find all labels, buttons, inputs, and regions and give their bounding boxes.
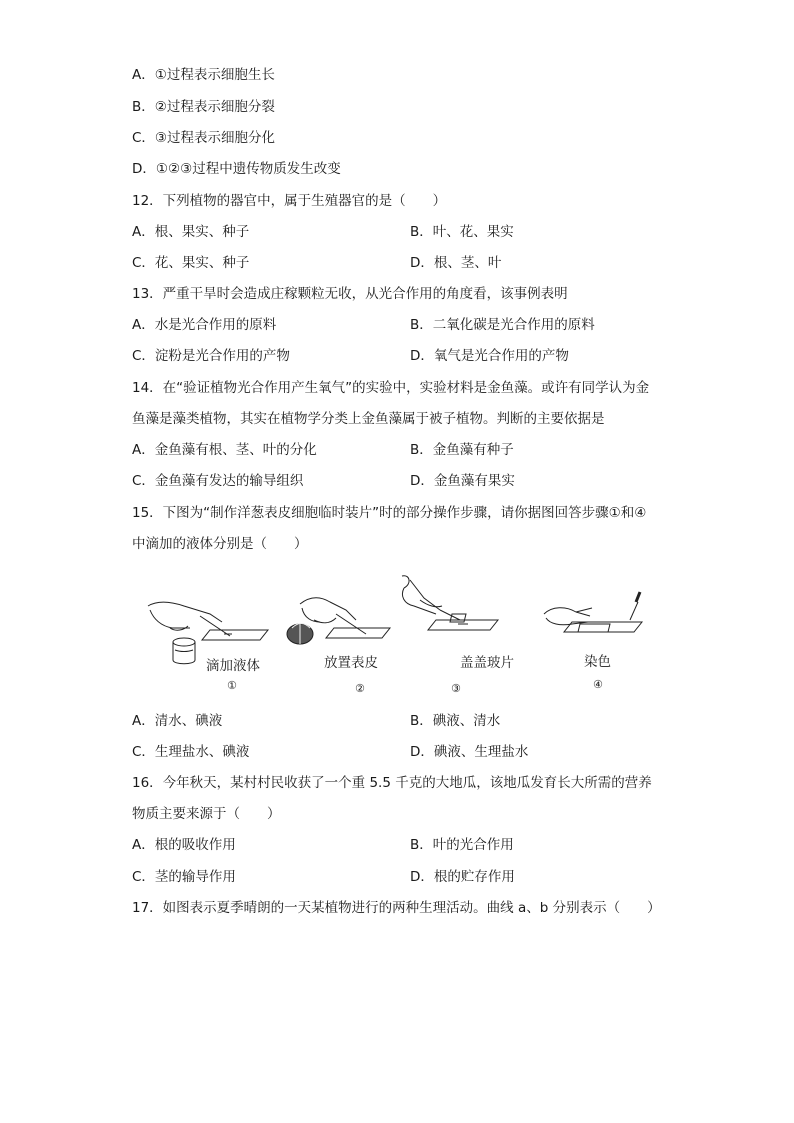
q14-stem-line2: 鱼藻是藻类植物，其实在植物学分类上金鱼藻属于被子植物。判断的主要依据是 [132, 411, 605, 427]
step3-label: 盖盖玻片 [460, 655, 514, 671]
step4-label: 染色 [584, 654, 611, 670]
onion-slide-procedure-figure [140, 570, 660, 700]
q13-option-a: A．水是光合作用的原料 [132, 317, 277, 333]
q11-option-a: A．①过程表示细胞生长 [132, 67, 275, 83]
q16-option-c: C．茎的输导作用 [132, 869, 236, 885]
q12-option-a: A．根、果实、种子 [132, 224, 250, 240]
q11-option-d: D．①②③过程中遗传物质发生改变 [132, 161, 341, 177]
q12-stem: 12．下列植物的器官中，属于生殖器官的是（ ） [132, 193, 447, 209]
q12-option-b: B．叶、花、果实 [410, 224, 514, 240]
q15-option-c: C．生理盐水、碘液 [132, 744, 250, 760]
q16-option-a: A．根的吸收作用 [132, 837, 236, 853]
q14-option-d: D．金鱼藻有果实 [410, 473, 515, 489]
q14-option-b: B．金鱼藻有种子 [410, 442, 514, 458]
step4-staining-illustration [544, 592, 642, 632]
q13-option-d: D．氧气是光合作用的产物 [410, 348, 569, 364]
step1-label: 滴加液体 [206, 658, 260, 674]
q14-option-c: C．金鱼藻有发达的输导组织 [132, 473, 304, 489]
q12-option-c: C．花、果实、种子 [132, 255, 250, 271]
q14-option-a: A．金鱼藻有根、茎、叶的分化 [132, 442, 317, 458]
q13-option-c: C．淀粉是光合作用的产物 [132, 348, 290, 364]
q17-stem: 17．如图表示夏季晴朗的一天某植物进行的两种生理活动。曲线 a、b 分别表示（ ） [132, 900, 661, 916]
q16-stem-line2: 物质主要来源于（ ） [132, 806, 281, 822]
q16-stem-line1: 16．今年秋天，某村村民收获了一个重 5.5 千克的大地瓜，该地瓜发育长大所需的营养 [132, 775, 652, 791]
step1-drop-liquid-illustration [148, 602, 268, 664]
q11-option-b: B．②过程表示细胞分裂 [132, 99, 275, 115]
q13-option-b: B．二氧化碳是光合作用的原料 [410, 317, 595, 333]
step2-place-epidermis-illustration [287, 598, 390, 644]
step2-label: 放置表皮 [324, 655, 378, 671]
q15-option-a: A．清水、碘液 [132, 713, 223, 729]
q15-option-d: D．碘液、生理盐水 [410, 744, 529, 760]
q11-option-c: C．③过程表示细胞分化 [132, 130, 276, 146]
step4-number: ④ [593, 678, 603, 691]
step3-number: ③ [451, 682, 461, 695]
q15-option-b: B．碘液、清水 [410, 713, 501, 729]
step1-number: ① [227, 679, 237, 692]
q13-stem: 13．严重干旱时会造成庄稼颗粒无收，从光合作用的角度看，该事例表明 [132, 286, 568, 302]
q16-option-d: D．根的贮存作用 [410, 869, 515, 885]
step2-number: ② [355, 682, 365, 695]
q12-option-d: D．根、茎、叶 [410, 255, 502, 271]
q15-stem-line2: 中滴加的液体分别是（ ） [132, 536, 308, 552]
q16-option-b: B．叶的光合作用 [410, 837, 514, 853]
q15-stem-line1: 15．下图为“制作洋葱表皮细胞临时装片”时的部分操作步骤，请你据图回答步骤①和④ [132, 505, 647, 521]
step3-cover-slip-illustration [402, 576, 498, 630]
q14-stem-line1: 14．在“验证植物光合作用产生氧气”的实验中，实验材料是金鱼藻。或许有同学认为金 [132, 380, 650, 396]
